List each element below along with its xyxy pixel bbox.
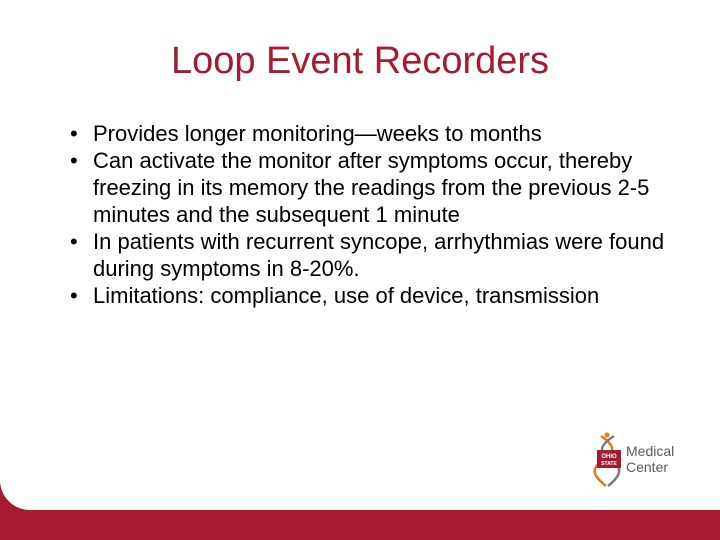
bullet-text: Provides longer monitoring—weeks to months	[93, 121, 542, 146]
bullet-item	[70, 120, 710, 147]
svg-text:STATE: STATE	[601, 461, 617, 467]
bullet-item	[70, 228, 710, 282]
medical-center-logo	[592, 432, 698, 490]
bullet-list	[70, 120, 710, 309]
logo-line-center: Center	[626, 459, 669, 475]
bullet-item	[70, 147, 710, 228]
bullet-text: Can activate the monitor after symptoms occur, thereby freezing in its memory the readings from the previous 2-5 minutes and the subsequent 1 minute	[93, 148, 650, 227]
logo-wordmark	[626, 443, 674, 475]
dna-helix-icon	[592, 432, 626, 490]
slide-title: Loop Event Recorders	[170, 40, 550, 82]
bullet-icon: •	[70, 148, 78, 173]
bullet-text: In patients with recurrent syncope, arrhythmias were found during symptoms in 8-20%.	[93, 229, 665, 281]
bullet-icon: •	[70, 121, 78, 146]
bullet-item	[70, 282, 710, 309]
bullet-icon: •	[70, 283, 78, 308]
bullet-text: Limitations: compliance, use of device, transmission	[93, 283, 600, 308]
bullet-icon: •	[70, 229, 78, 254]
svg-text:OHIO: OHIO	[601, 454, 617, 460]
logo-line-medical: Medical	[626, 443, 675, 459]
